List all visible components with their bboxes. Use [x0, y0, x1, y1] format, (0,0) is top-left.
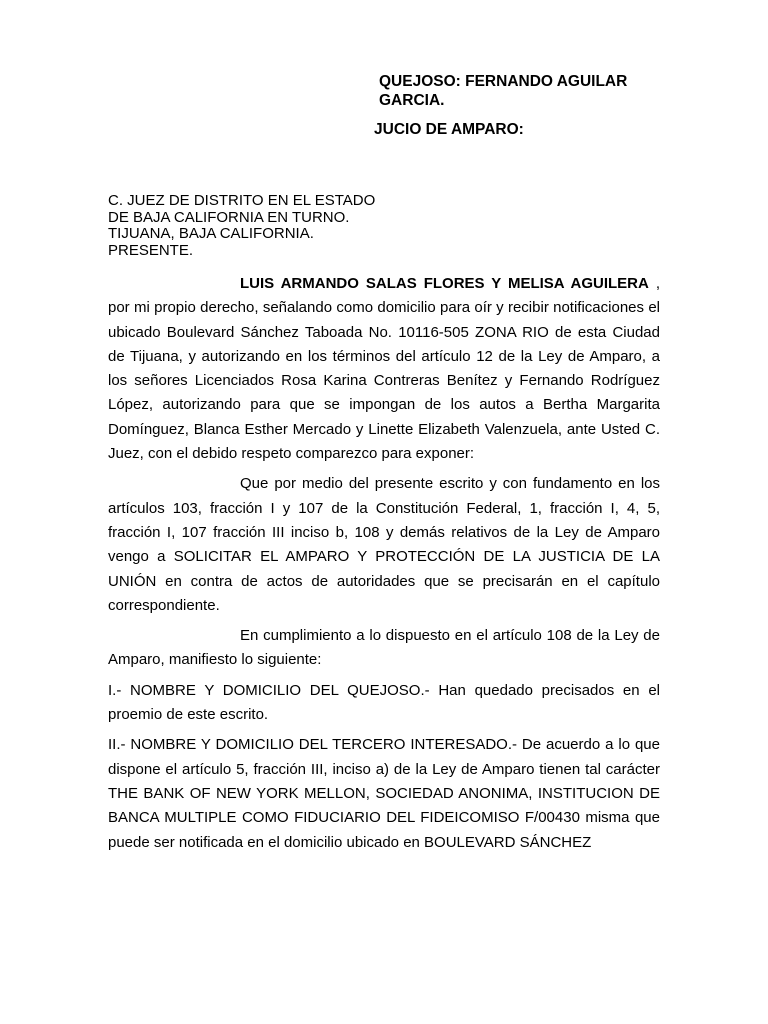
addressee-line-2: DE BAJA CALIFORNIA EN TURNO. — [108, 208, 350, 226]
petitioner-names: LUIS ARMANDO SALAS FLORES Y MELISA AGUILERA — [240, 275, 649, 292]
quejoso-heading — [379, 72, 627, 110]
paragraph-tercero: II.- NOMBRE Y DOMICILIO DEL TERCERO INTERESADO.- De acuerdo a lo que dispone el artículo 5, fracción III, inciso a) de la Ley de Amparo tienen tal carácter THE BANK OF NEW YORK MELLON, SOCIEDAD ANONIMA, INSTITUCION DE BANCA MULTIPLE COMO FIDUCIARIO DEL FIDEICOMISO F/00430 misma que puede ser notificada en el domicilio ubicado en BOULEVARD SÁNCHEZ — [108, 736, 660, 851]
addressee-line-1: C. JUEZ DE DISTRITO EN EL ESTADO — [108, 192, 376, 209]
addressee-line-4: PRESENTE. — [108, 241, 194, 259]
document-body — [108, 272, 660, 861]
addressee-line-3: TIJUANA, BAJA CALIFORNIA. — [108, 225, 314, 242]
addressee-block — [108, 193, 375, 259]
quejoso-line-1: QUEJOSO: FERNANDO AGUILAR — [379, 73, 628, 90]
intro-text: , por mi propio derecho, señalando como domicilio para oír y recibir notificaciones el ubicado Boulevard Sánchez Taboada No. 10116-505 ZONA RIO de esta Ciudad de Tijuana, y autorizando en los términos del artículo 12 de la Ley de Amparo, a los señores Licenciados Rosa Karina Contreras Benítez y Fernando Rodríguez López, autorizando para que se impongan de los autos a Bertha Margarita Domínguez, Blanca Esther Mercado y Linette Elizabeth Valenzuela, ante Usted C. Juez, con el debido respeto comparezco para exponer: — [108, 275, 660, 463]
paragraph-intro — [108, 272, 660, 466]
paragraph-quejoso: I.- NOMBRE Y DOMICILIO DEL QUEJOSO.- Han quedado precisados en el proemio de este escrito. — [108, 681, 660, 724]
juicio-heading: JUCIO DE AMPARO: — [374, 121, 524, 138]
paragraph-cumplimiento: En cumplimiento a lo dispuesto en el artículo 108 de la Ley de Amparo, manifiesto lo siguiente: — [108, 627, 660, 669]
quejoso-line-2: GARCIA. — [379, 92, 445, 109]
paragraph-fundamento: Que por medio del presente escrito y con fundamento en los artículos 103, fracción I y 107 de la Constitución Federal, 1, fracción I, 4, 5, fracción I, 107 fracción III inciso b, 108 y demás relativos de la Ley de Amparo vengo a SOLICITAR EL AMPARO Y PROTECCIÓN DE LA JUSTICIA DE LA UNIÓN en contra de actos de autoridades que se precisarán en el capítulo correspondiente. — [108, 475, 660, 614]
